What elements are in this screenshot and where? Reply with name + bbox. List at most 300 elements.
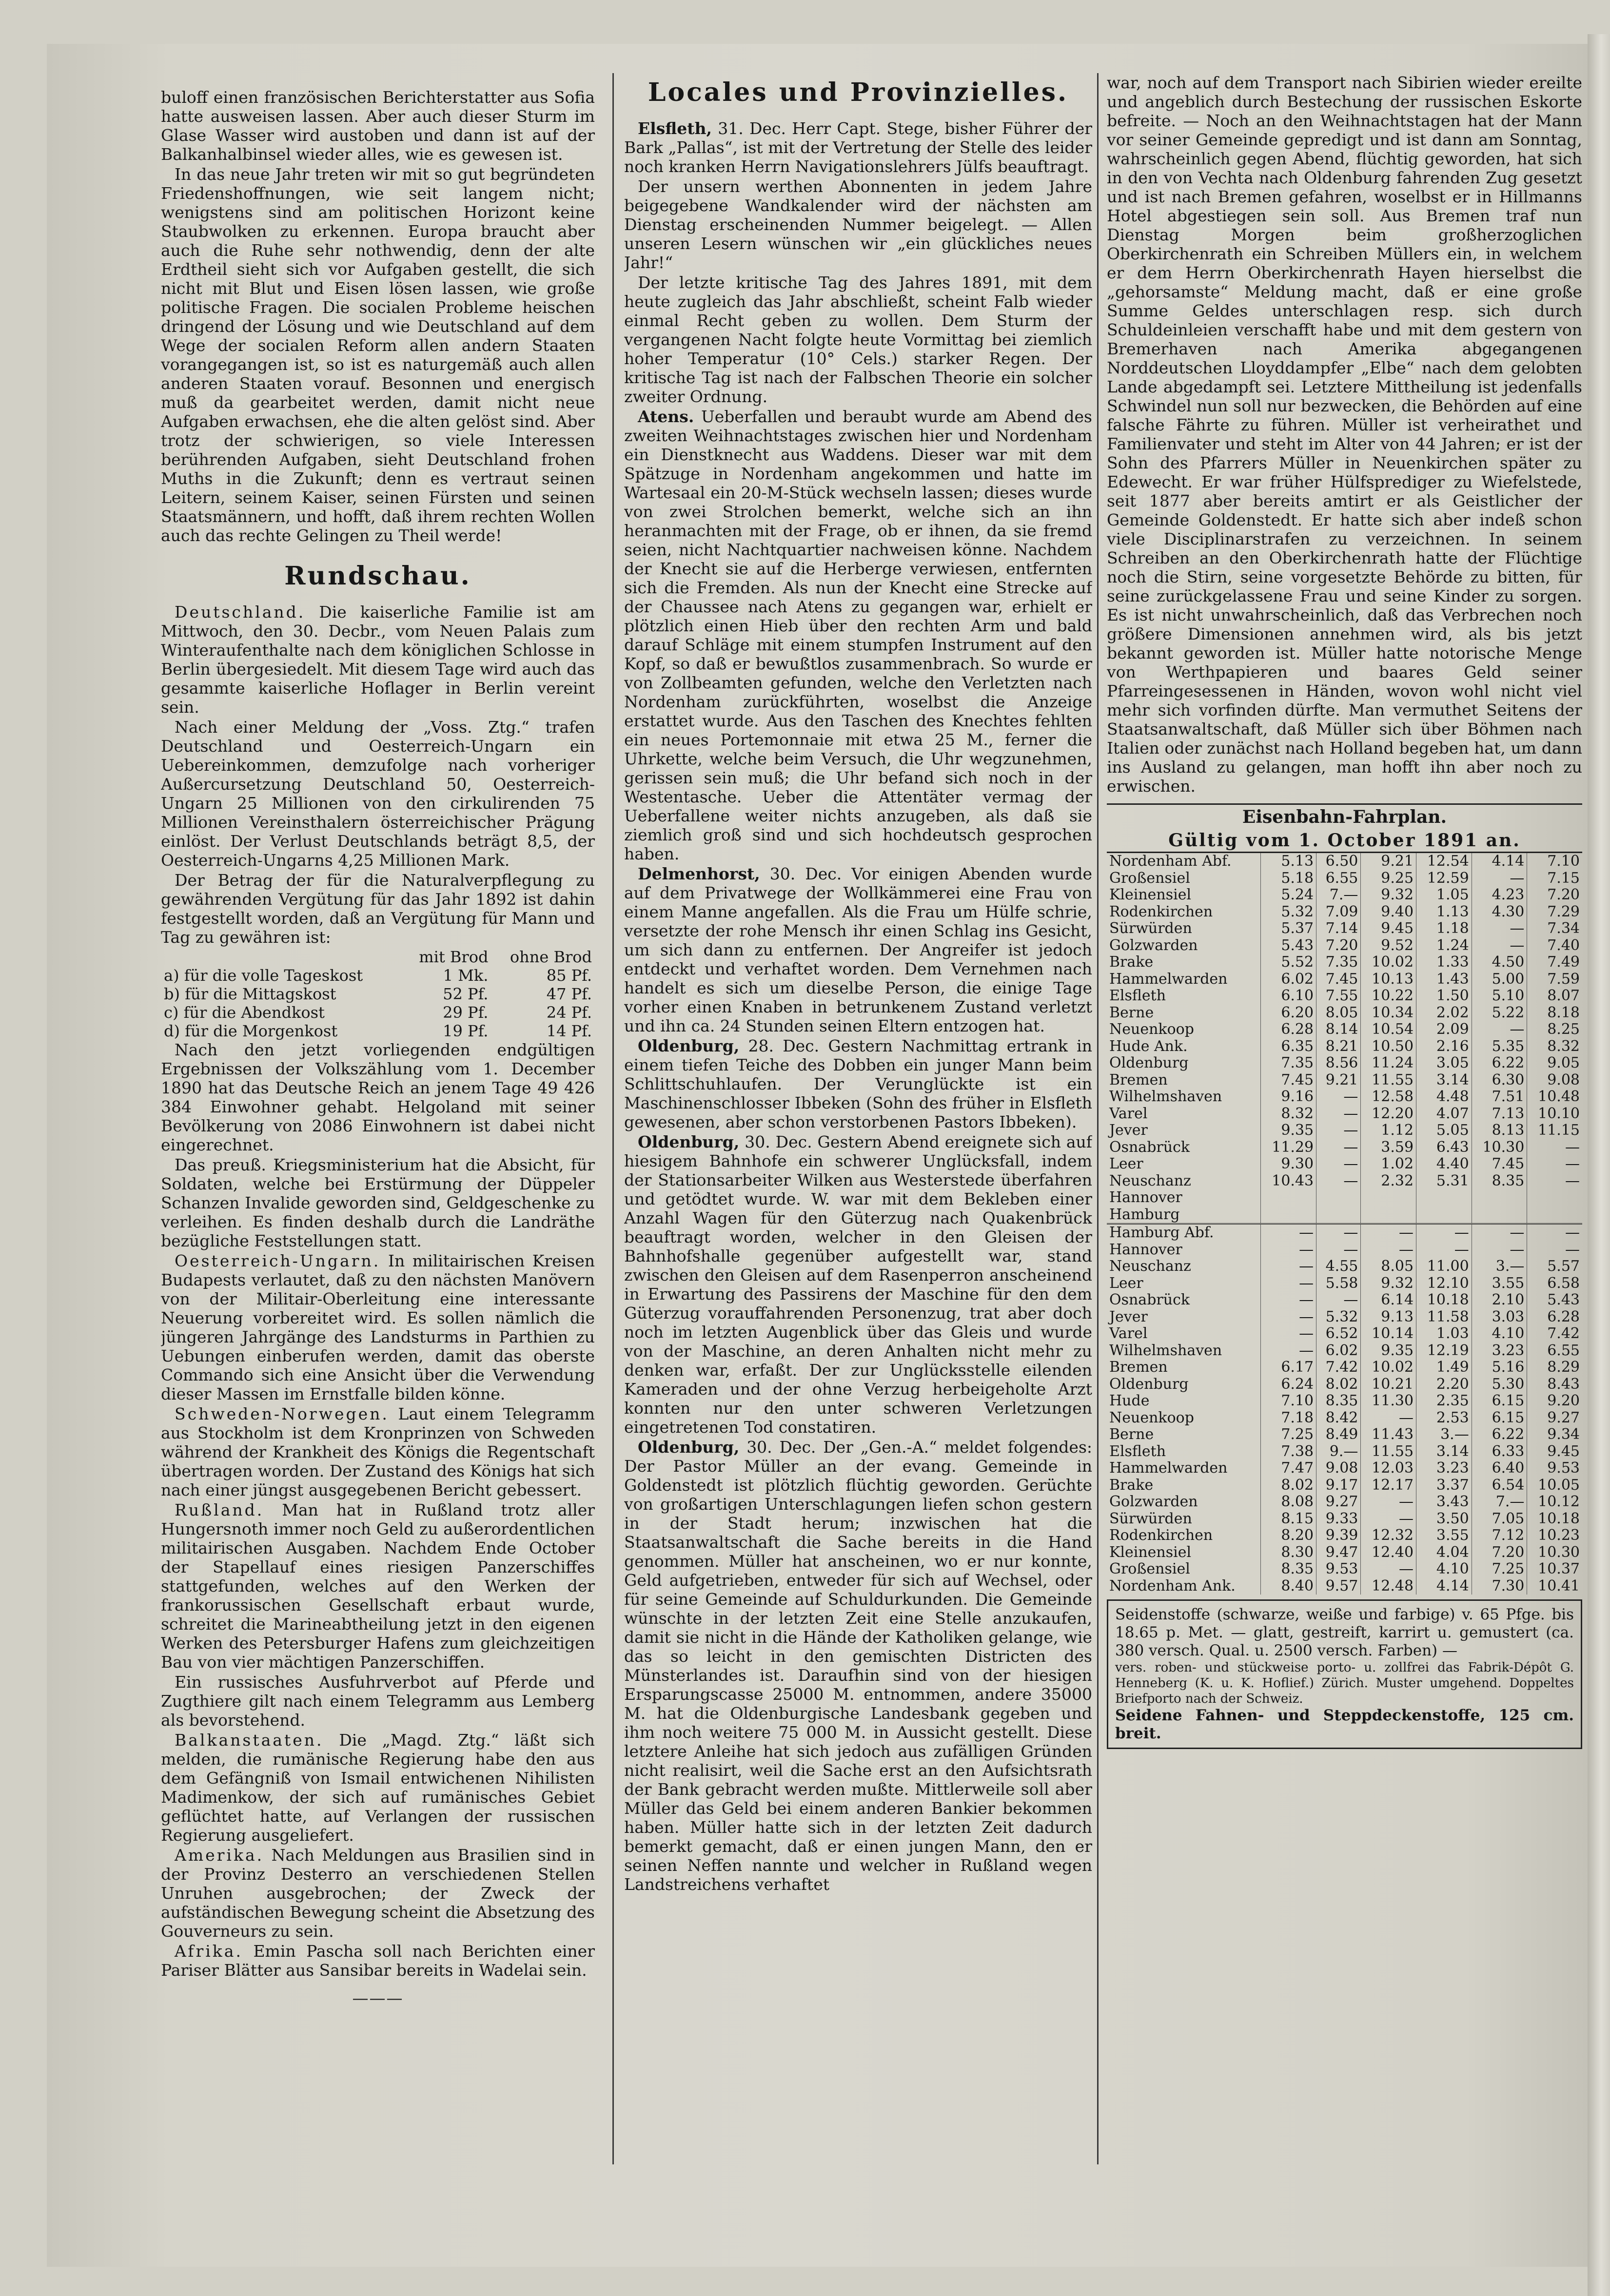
paragraph: Das preuß. Kriegsministerium hat die Absicht, für Soldaten, welche bei Erstürmung der Düppeler Schanzen Invalide geworden sind, Geldgeschenke zu verleihen. Es finden deshalb durch die Landräthe bezügliche Feststellungen statt. — [161, 1155, 595, 1250]
departure-time: 12.40 — [1361, 1544, 1416, 1561]
station-name: Hannover — [1107, 1242, 1261, 1259]
advertisement — [1107, 1599, 1582, 1749]
departure-time: 7.35 — [1316, 954, 1361, 971]
departure-time: 9.57 — [1316, 1578, 1361, 1595]
paragraph-text: 30. Dec. Vor einigen Abenden wurde auf dem Privatwege der Wollkämmerei eine Frau von einem Manne angefallen. Als die Frau um Hülfe schrie, versetzte der rohe Mensch ihr einen Schlag ins Gesicht, um sich dann zu entfernen. Der Angreifer ist jedoch entdeckt und verhaftet worden. Dem Vernehmen nach handelt es sich um dieselbe Person, die einige Tage vorher einen Knaben in betrunkenem Zustand verletzt und ihn ca. 24 Stunden seinen Eltern entzogen hat. — [624, 864, 1092, 1035]
timetable-row — [1107, 1494, 1582, 1511]
table-cell: 47 Pf. — [546, 985, 592, 1003]
place-label: Delmenhorst, — [638, 864, 760, 883]
timetable-row — [1107, 1443, 1582, 1460]
departure-time: 2.35 — [1416, 1393, 1472, 1410]
departure-time: 7.59 — [1547, 970, 1580, 988]
departure-time: 4.55 — [1316, 1258, 1361, 1275]
station-name: Großensiel — [1107, 1561, 1261, 1578]
departure-time: 10.37 — [1538, 1560, 1580, 1577]
departure-time: 7.— — [1316, 887, 1361, 904]
departure-time: 5.22 — [1472, 1005, 1527, 1022]
departure-time: 9.45 — [1547, 1442, 1580, 1460]
departure-time: 1.13 — [1416, 904, 1472, 921]
departure-time: 11.00 — [1416, 1258, 1472, 1275]
paragraph: war, noch auf dem Transport nach Sibirien wieder ereilte und angeblich durch Bestechung der russischen Eskorte befreite. — Noch an den Weihnachtstagen hat der Mann vor seiner Gemeinde gepredigt und ist dann am Sonntag, wahrscheinlich gegen Abend, flüchtig geworden, hat sich in den von Vechta nach Oldenburg fahrenden Zug gesetzt und ist nach Bremen gefahren, woselbst er in Hillmanns Hotel abgestiegen sein soll. Aus Bremen traf nun Dienstag Morgen beim großherzoglichen Oberkirchenrath ein Schreiben Müllers ein, in welchem er dem Herrn Oberkirchenrath Hayen hierselbst die „gehorsamste“ Meldung macht, daß er eine große Summe Geldes unterschlagen resp. sich durch Schuldeinleien verschafft habe und mit dem gestern von Bremerhaven nach Amerika abgegangenen Norddeutschen Lloyddampfer „Elbe“ nach dem gelobten Lande abgedampft sei. Letztere Mittheilung ist jedenfalls Schwindel nun soll nur bezwecken, die Behörden auf eine falsche Fährte zu führen. Müller ist verheirathet und Familienvater und steht im Alter von 44 Jahren; er ist der Sohn des Pfarrers Müller in Neuenkirchen später zu Edewecht. Er war früher Hülfsprediger zu Wiefelstede, seit 1877 aber bereits amtirt er als Geistlicher der Gemeinde Goldenstedt. Er hatte sich aber indeß schon viele Disciplinarstrafen zu verzeichnen. In seinem Schreiben an den Oberkirchenrath hatte der Flüchtige noch die Stirn, seine vorgesetzte Behörde zu bitten, für seine zurückgelassene Frau und seine Kinder zu sorgen. Es ist nicht unwahrscheinlich, daß das Verbrechen noch größere Dimensionen annehmen wird, als bis jetzt bekannt geworden ist. Müller hatte notorische Menge von Werthpapieren und baares Geld seiner Pfarreingesessenen in Händen, wovon wohl nicht viel mehr sich vorfinden dürfte. Man vermuthet Seitens der Staatsanwaltschaft, daß Müller sich über Böhmen nach Italien oder zunächst nach Holland begeben hat, um dann ins Ausland zu gelangen, man hofft ihn aber noch zu erwischen. — [1107, 73, 1582, 796]
timetable-grid — [1107, 853, 1582, 1595]
timetable-row — [1107, 1189, 1582, 1206]
paragraph — [624, 119, 1092, 176]
timetable-row — [1107, 1426, 1582, 1443]
departure-time: 9.21 — [1316, 1072, 1361, 1089]
paragraph: Nach einer Meldung der „Voss. Ztg.“ trafen Deutschland und Oesterreich-Ungarn ein Uebereinkommen, demzufolge nach vorheriger Außercursetzung Deutschland 50, Oesterreich-Ungarn 25 Millionen von den cirkulirenden 75 Millionen Vereinsthalern österreichischer Prägung einlöst. Der Verlust Deutschlands beträgt 8,5, der Oesterreich-Ungarns 4,25 Millionen Mark. — [161, 718, 595, 870]
paragraph: In das neue Jahr treten wir mit so gut begründeten Friedenshoffnungen, wie seit langem nicht; wenigstens sind am politischen Horizont keine Staubwolken zu erkennen. Europa braucht aber auch die Ruhe sehr nothwendig, denn der alte Erdtheil sieht sich vor Aufgaben gestellt, die sich nicht mit Blut und Eisen lösen lassen, wie große politische Fragen. Die socialen Probleme heischen dringend der Lösung und wie Deutschland auf dem Wege der socialen Reform allen andern Staaten vorangegangen ist, so ist es naturgemäß auch allen anderen Staaten vorauf. Besonnen und energisch muß da gearbeitet werden, damit nicht neue Aufgaben erwachsen, ehe die alten gelöst sind. Aber trotz der schwierigen, so viele Interessen berührenden Aufgaben, sieht Deutschland frohen Muths in die Zukunft; denn es vertraut seinen Leitern, seinem Kaiser, seinen Fürsten und seinen Staatsmännern, und hofft, daß ihrem rechten Wollen auch das rechte Gelingen zu Theil werde! — [161, 165, 595, 545]
departure-time: 10.48 — [1538, 1088, 1580, 1105]
departure-time: 1.12 — [1361, 1122, 1416, 1139]
departure-time — [1527, 1189, 1582, 1206]
departure-time: — — [1316, 1242, 1361, 1259]
station-name: Hammelwarden — [1107, 1460, 1261, 1477]
departure-time: 2.10 — [1472, 1292, 1527, 1309]
departure-time: 7.47 — [1261, 1460, 1316, 1477]
departure-time: 3.05 — [1416, 1055, 1472, 1072]
departure-time: 3.14 — [1416, 1443, 1472, 1460]
paragraph — [624, 864, 1092, 1035]
departure-time: 2.02 — [1416, 1005, 1472, 1022]
departure-time: 10.18 — [1538, 1510, 1580, 1527]
table-cell: 1 Mk. — [443, 966, 489, 985]
departure-time — [1416, 1189, 1472, 1206]
table-row — [161, 1003, 595, 1022]
departure-time: 6.15 — [1472, 1393, 1527, 1410]
paragraph — [624, 1438, 1092, 1894]
departure-time: 8.02 — [1261, 1477, 1316, 1494]
departure-time: 7.30 — [1472, 1578, 1527, 1595]
departure-time: 12.48 — [1361, 1578, 1416, 1595]
table-cell: 29 Pf. — [443, 1003, 489, 1022]
departure-time: 9.40 — [1361, 904, 1416, 921]
departure-time: 10.12 — [1538, 1493, 1580, 1510]
departure-time: 3.43 — [1416, 1494, 1472, 1511]
section-heading: Locales und Provinzielles. — [648, 78, 1069, 107]
timetable-row — [1107, 853, 1582, 870]
departure-time: 7.12 — [1472, 1527, 1527, 1544]
station-name: Neuschanz — [1107, 1173, 1261, 1190]
departure-time: 8.35 — [1472, 1173, 1527, 1190]
departure-time — [1472, 1189, 1527, 1206]
timetable-row — [1107, 887, 1582, 904]
departure-time: — — [1261, 1275, 1316, 1292]
departure-time: 12.20 — [1361, 1106, 1416, 1123]
section-heading: Rundschau. — [284, 561, 471, 591]
departure-time — [1472, 1206, 1527, 1224]
paragraph-text: Ueberfallen und beraubt wurde am Abend des zweiten Weihnachtstages zwischen hier und Nordenham ein Dienstknecht aus Waddens. Dieser war mit dem Spätzuge in Nordenham angekommen und hatte im Wartesaal ein 20-M-Stück wechseln lassen; dieses wurde von zwei Strolchen bemerkt, welche sich an ihn heranmachten mit der Frage, ob er ihnen, da sie fremd seien, nicht Nachtquartier nachweisen könne. Nachdem der Knecht sie auf die Herberge verwiesen, entfernten sich die Fremden. Als nun der Knecht eine Strecke auf der Chaussee nach Atens zu gegangen war, erhielt er plötzlich einen Hieb über den rechten Arm und bald darauf Schläge mit einem stumpfen Instrument auf den Kopf, so daß er bewußtlos zusammenbrach. So wurde er von Zollbeamten gefunden, welche den Verletzten nach Nordenham zurückführten, woselbst die Anzeige erstattet wurde. Aus den Taschen des Knechtes fehlten ein neues Portemonnaie mit etwa 25 M., ferner die Uhrkette, welche beim Versuch, die Uhr wegzunehmen, gerissen sein muß; die Uhr befand sich noch in der Westentasche. Ueber die Attentäter vermag der Ueberfallene weiter nichts anzugeben, als daß sie ziemlich groß sind und sich hochdeutsch gesprochen haben. — [624, 407, 1092, 863]
paragraph — [161, 1942, 595, 1980]
timetable-row — [1107, 1393, 1582, 1410]
paragraph — [161, 1251, 595, 1403]
departure-time: 7.05 — [1472, 1511, 1527, 1528]
timetable-row — [1107, 1309, 1582, 1326]
station-name: Bremen — [1107, 1359, 1261, 1376]
paragraph-text: Nach Meldungen aus Brasilien sind in der Provinz Desterro an verschiedenen Stellen Unruhen ausgebrochen; der Zweck der aufständischen Bewegung scheint die Absetzung des Gouverneurs zu sein. — [161, 1846, 595, 1941]
departure-time: 4.23 — [1472, 887, 1527, 904]
departure-time: 7.15 — [1547, 869, 1580, 887]
timetable-row — [1107, 1242, 1582, 1259]
departure-time: 4.04 — [1416, 1544, 1472, 1561]
timetable-row — [1107, 1005, 1582, 1022]
station-name: Kleinensiel — [1107, 1544, 1261, 1561]
station-name: Hamburg — [1107, 1206, 1261, 1224]
departure-time: 7.25 — [1261, 1426, 1316, 1443]
departure-time: 1.02 — [1361, 1156, 1416, 1173]
departure-time — [1527, 1206, 1582, 1224]
departure-time: 7.20 — [1316, 937, 1361, 954]
timetable-row — [1107, 1139, 1582, 1156]
departure-time: — — [1361, 1410, 1416, 1427]
departure-time: 7.14 — [1316, 920, 1361, 937]
timetable-row — [1107, 1410, 1582, 1427]
departure-time: 7.45 — [1261, 1072, 1316, 1089]
departure-time: 1.33 — [1416, 954, 1472, 971]
departure-time: 3.55 — [1472, 1275, 1527, 1292]
departure-time: — — [1261, 1292, 1316, 1309]
departure-time: 10.05 — [1538, 1476, 1580, 1494]
departure-time: — — [1316, 1122, 1361, 1139]
departure-time: — — [1565, 1138, 1580, 1156]
departure-time: 2.32 — [1361, 1173, 1416, 1190]
departure-time: 8.42 — [1316, 1410, 1361, 1427]
departure-time: 8.35 — [1261, 1561, 1316, 1578]
station-name: Elsfleth — [1107, 1443, 1261, 1460]
paragraph — [624, 1132, 1092, 1437]
station-name: Oldenburg — [1107, 1376, 1261, 1393]
country-label: Balkanstaaten. — [175, 1731, 324, 1750]
departure-time — [1261, 1206, 1316, 1224]
departure-time: 7.42 — [1316, 1359, 1361, 1376]
timetable-row — [1107, 1578, 1582, 1595]
departure-time: 9.08 — [1547, 1071, 1580, 1089]
country-label: Rußland. — [175, 1500, 264, 1519]
country-label: Schweden-Norwegen. — [175, 1404, 389, 1423]
departure-time: 11.15 — [1538, 1122, 1580, 1139]
departure-time: 1.43 — [1416, 971, 1472, 988]
departure-time: 7.13 — [1472, 1106, 1527, 1123]
departure-time: 10.34 — [1361, 1005, 1416, 1022]
place-label: Atens. — [638, 407, 694, 426]
departure-time: 7.45 — [1472, 1156, 1527, 1173]
station-name: Sürwürden — [1107, 920, 1261, 937]
station-name: Golzwarden — [1107, 937, 1261, 954]
departure-time: 9.35 — [1361, 1343, 1416, 1360]
departure-time: 4.14 — [1472, 853, 1527, 870]
table-cell: ohne Brod — [510, 948, 592, 966]
paragraph: buloff einen französischen Berichterstatter aus Sofia hatte ausweisen lassen. Aber auch dieser Sturm im Glase Wasser wird austoben und dann ist auf der Balkanhalbinsel wieder alles, wie es gewesen ist. — [161, 88, 595, 164]
departure-time: 12.03 — [1361, 1460, 1416, 1477]
timetable-row — [1107, 1359, 1582, 1376]
place-label: Oldenburg, — [638, 1036, 740, 1055]
station-name: Bremen — [1107, 1072, 1261, 1089]
ad-line: Seidenstoffe (schwarze, weiße und farbige) v. 65 Pfge. bis 18.65 p. Met. — glatt, gestreift, karrirt u. gemustert (ca. 380 versch. Qual. u. 2500 versch. Farben) — — [1115, 1606, 1574, 1659]
country-label: Amerika. — [175, 1846, 264, 1865]
departure-time: 2.53 — [1416, 1410, 1472, 1427]
departure-time: 9.08 — [1316, 1460, 1361, 1477]
departure-time: 11.55 — [1361, 1072, 1416, 1089]
paragraph — [624, 1036, 1092, 1131]
station-name: Kleinensiel — [1107, 887, 1261, 904]
departure-time: — — [1316, 1292, 1361, 1309]
station-name: Neuschanz — [1107, 1258, 1261, 1275]
timetable-row — [1107, 1206, 1582, 1224]
departure-time: 1.18 — [1416, 920, 1472, 937]
timetable-row — [1107, 1561, 1582, 1578]
departure-time: 4.14 — [1416, 1578, 1472, 1595]
departure-time: 6.50 — [1316, 853, 1361, 870]
paragraph-text: Emin Pascha soll nach Berichten einer Pariser Blätter aus Sansibar bereits in Wadelai sein. — [161, 1942, 595, 1980]
station-name: Rodenkirchen — [1107, 904, 1261, 921]
departure-time: 7.51 — [1472, 1089, 1527, 1106]
departure-time: — — [1316, 1106, 1361, 1123]
station-name: Neuenkoop — [1107, 1410, 1261, 1427]
departure-time: 9.45 — [1361, 920, 1416, 937]
paragraph-text: In militairischen Kreisen Budapests verlautet, daß zu den nächsten Manövern von der Militair-Oberleitung eine interessante Neuerung vorbereitet wird. Es sollen nämlich die jüngeren Jahrgänge des Landsturms in Parthien zu Uebungen einberufen werden, damit das oberste Commando sich eine Ansicht über die Verwendung dieser Massen im Ernstfalle bilden könne. — [161, 1251, 595, 1403]
station-name: Jever — [1107, 1122, 1261, 1139]
table-cell: 14 Pf. — [546, 1022, 592, 1040]
paragraph — [161, 1846, 595, 1941]
departure-time: 1.05 — [1416, 887, 1472, 904]
departure-time: 6.30 — [1472, 1072, 1527, 1089]
departure-time: 12.10 — [1416, 1275, 1472, 1292]
departure-time: 10.43 — [1261, 1173, 1316, 1190]
departure-time: 9.17 — [1316, 1477, 1361, 1494]
departure-time: 4.48 — [1416, 1089, 1472, 1106]
station-name: Brake — [1107, 1477, 1261, 1494]
departure-time: 4.40 — [1416, 1156, 1472, 1173]
station-name: Hamburg Abf. — [1107, 1224, 1261, 1242]
table-row — [161, 1022, 595, 1040]
departure-time: 6.10 — [1261, 988, 1316, 1005]
departure-time: 6.24 — [1261, 1376, 1316, 1393]
timetable-row — [1107, 1021, 1582, 1038]
departure-time: 6.43 — [1416, 1139, 1472, 1156]
station-name: Leer — [1107, 1275, 1261, 1292]
table-cell: a) für die volle Tageskost — [164, 966, 363, 985]
departure-time: 9.32 — [1361, 887, 1416, 904]
departure-time: — — [1261, 1325, 1316, 1343]
departure-time: 9.52 — [1361, 937, 1416, 954]
paragraph: Der Betrag der für die Naturalverpflegung zu gewährenden Vergütung für das Jahr 1892 ist dahin festgestellt worden, daß an Vergütung für Mann und Tag zu gewähren ist: — [161, 871, 595, 947]
departure-time: 12.58 — [1361, 1089, 1416, 1106]
departure-time: — — [1472, 1242, 1527, 1259]
departure-time: — — [1527, 1224, 1582, 1242]
departure-time: 7.25 — [1472, 1561, 1527, 1578]
place-label: Oldenburg, — [638, 1438, 740, 1457]
departure-time: 8.56 — [1316, 1055, 1361, 1072]
station-name: Nordenham Ank. — [1107, 1578, 1261, 1595]
departure-time: 7.20 — [1547, 886, 1580, 903]
paragraph: Ein russisches Ausfuhrverbot auf Pferde und Zugthiere gilt nach einem Telegramm aus Lemberg als bevorstehend. — [161, 1673, 595, 1730]
departure-time: 5.16 — [1472, 1359, 1527, 1376]
table-row — [161, 966, 595, 985]
departure-time: 8.40 — [1261, 1578, 1316, 1595]
table-cell: 19 Pf. — [443, 1022, 489, 1040]
departure-time: 12.19 — [1416, 1343, 1472, 1360]
station-name: Wilhelmshaven — [1107, 1343, 1261, 1360]
rations-table — [161, 948, 595, 1040]
departure-time: 12.59 — [1416, 870, 1472, 887]
departure-time: — — [1261, 1258, 1316, 1275]
departure-time: 10.02 — [1361, 1359, 1416, 1376]
table-cell — [161, 948, 403, 966]
departure-time: 8.43 — [1547, 1375, 1580, 1393]
departure-time: 3.— — [1416, 1426, 1472, 1443]
timetable-row — [1107, 1038, 1582, 1055]
departure-time: 3.03 — [1472, 1309, 1527, 1326]
station-name: Hammelwarden — [1107, 971, 1261, 988]
departure-time — [1361, 1189, 1416, 1206]
departure-time: — — [1472, 870, 1527, 887]
departure-time: 7.10 — [1261, 1393, 1316, 1410]
timetable-row — [1107, 1325, 1582, 1343]
timetable-row — [1107, 1460, 1582, 1477]
table-cell: 52 Pf. — [443, 985, 489, 1003]
departure-time: 6.17 — [1261, 1359, 1316, 1376]
paragraph — [161, 603, 595, 717]
departure-time: — — [1472, 920, 1527, 937]
table-cell: 24 Pf. — [546, 1003, 592, 1022]
departure-time: 3.23 — [1416, 1460, 1472, 1477]
departure-time: 9.53 — [1316, 1561, 1361, 1578]
departure-time: — — [1565, 1241, 1580, 1258]
station-name: Wilhelmshaven — [1107, 1089, 1261, 1106]
departure-time: 9.33 — [1316, 1511, 1361, 1528]
departure-time: — — [1565, 1155, 1580, 1172]
station-name: Sürwürden — [1107, 1511, 1261, 1528]
departure-time: 1.49 — [1416, 1359, 1472, 1376]
departure-time: 6.02 — [1316, 1343, 1361, 1360]
departure-time: 7.35 — [1261, 1055, 1316, 1072]
departure-time: — — [1361, 1242, 1416, 1259]
departure-time: — — [1472, 937, 1527, 954]
departure-time: 9.16 — [1261, 1089, 1316, 1106]
table-cell: mit Brod — [419, 948, 489, 966]
departure-time: 9.21 — [1361, 853, 1416, 870]
timetable-row — [1107, 1544, 1582, 1561]
departure-time: 7.20 — [1472, 1544, 1527, 1561]
departure-time: 10.02 — [1361, 954, 1416, 971]
departure-time: 10.13 — [1361, 971, 1416, 988]
departure-time: 6.28 — [1261, 1021, 1316, 1038]
country-label: Afrika. — [175, 1942, 243, 1961]
timetable-row — [1107, 1156, 1582, 1173]
timetable-row — [1107, 954, 1582, 971]
departure-time: 7.40 — [1547, 936, 1580, 954]
timetable-row — [1107, 1106, 1582, 1123]
departure-time: 8.14 — [1316, 1021, 1361, 1038]
place-label: Elsfleth, — [638, 119, 712, 138]
paragraph-text: 30. Dec. Der „Gen.-A.“ meldet folgendes: Der Pastor Müller an der evang. Gemeinde in Goldenstedt ist plötzlich flüchtig geworden. Gerüchte von großartigen Unterschlagungen liefen schon gestern in der Stadt herum; inzwischen hat die Staatsanwaltschaft die Sache bereits in die Hand genommen. Müller hat anscheinen, wo er nur konnte, Geld aufgetrieben, entweder für sich auf Wechsel, oder für seine Gemeinde auf Schuldurkunden. Die Gemeinde wünschte in der letzten Zeit eine Stelle anzukaufen, damit sie nicht in die Hände der Katholiken gelange, wie das so leicht in den gemischten Districten des Münsterlandes ist. Daraufhin sind von der hiesigen Ersparungscasse 25000 M. entnommen, andere 35000 M. hat die Oldenburgische Landesbank gegeben und ihm noch weitere 75 000 M. in Aussicht gestellt. Diese letztere Anleihe hat sich jedoch aus zufälligen Gründen nicht realisirt, weil die Sache erst an den Aufsichtsrath der Bank gebracht werden mußte. Mittlerweile soll aber Müller das Geld bei einem anderen Bankier bekommen haben. Müller hatte sich in der letzten Zeit dadurch bemerkt gemacht, daß er einen jungen Mann, den er seinen Neffen nannte und welcher in Rußland wegen Landstreichens verhaftet — [624, 1438, 1092, 1894]
departure-time: 3.14 — [1416, 1072, 1472, 1089]
departure-time: 5.52 — [1261, 954, 1316, 971]
departure-time: 8.13 — [1472, 1122, 1527, 1139]
page-edge — [1588, 34, 1610, 2296]
departure-time: — — [1472, 1224, 1527, 1242]
departure-time: 1.03 — [1416, 1325, 1472, 1343]
column-rule — [612, 73, 614, 2164]
departure-time: 9.25 — [1361, 870, 1416, 887]
departure-time: 12.54 — [1416, 853, 1472, 870]
departure-time: 5.35 — [1472, 1038, 1527, 1055]
paragraph — [161, 1731, 595, 1845]
paragraph — [624, 407, 1092, 863]
departure-time: 5.43 — [1547, 1291, 1580, 1308]
station-name: Osnabrück — [1107, 1139, 1261, 1156]
timetable-row — [1107, 937, 1582, 954]
column-3 — [1107, 73, 1582, 2199]
station-name: Rodenkirchen — [1107, 1527, 1261, 1544]
station-name: Hude Ank. — [1107, 1038, 1261, 1055]
paragraph: Nach den jetzt vorliegenden endgültigen Ergebnissen der Volkszählung vom 1. December 1890 hat das Deutsche Reich an jenem Tage 49 426 384 Einwohner gehabt. Helgoland mit seiner Bevölkerung von 2086 Einwohnern ist dabei nicht eingerechnet. — [161, 1040, 595, 1154]
departure-time: 8.02 — [1316, 1376, 1361, 1393]
departure-time: 8.05 — [1316, 1005, 1361, 1022]
departure-time: 10.14 — [1361, 1325, 1416, 1343]
departure-time: 6.15 — [1472, 1410, 1527, 1427]
paragraph — [161, 1404, 595, 1499]
departure-time: 7.45 — [1316, 971, 1361, 988]
departure-time: 5.13 — [1261, 853, 1316, 870]
departure-time: 7.42 — [1547, 1325, 1580, 1342]
departure-time: 6.40 — [1472, 1460, 1527, 1477]
departure-time: 8.35 — [1316, 1393, 1361, 1410]
timetable-row — [1107, 904, 1582, 921]
departure-time: 9.53 — [1547, 1459, 1580, 1477]
departure-time: 1.50 — [1416, 988, 1472, 1005]
column-2 — [624, 73, 1092, 2199]
station-name: Leer — [1107, 1156, 1261, 1173]
paragraph-text: 28. Dec. Gestern Nachmittag ertrank in einem tiefen Teiche des Dobben ein junger Mann beim Schlittschuhlaufen. Der Verunglückte ist ein Maschinenschlosser Ibbeken (Sohn des früher in Elsfleth gewesenen, aber schon verstorbenen Pastors Ibbeken). — [624, 1036, 1092, 1131]
timetable-row — [1107, 870, 1582, 887]
departure-time: 10.10 — [1538, 1105, 1580, 1122]
departure-time: — — [1261, 1343, 1316, 1360]
departure-time: 12.32 — [1361, 1527, 1416, 1544]
departure-time: 10.22 — [1361, 988, 1416, 1005]
departure-time: 9.34 — [1547, 1426, 1580, 1443]
departure-time: 5.24 — [1261, 887, 1316, 904]
timetable-row — [1107, 1122, 1582, 1139]
departure-time: 6.28 — [1547, 1308, 1580, 1325]
departure-time: — — [1565, 1172, 1580, 1189]
departure-time: 4.50 — [1472, 954, 1527, 971]
station-name: Nordenham Abf. — [1107, 853, 1261, 870]
timetable-row — [1107, 1343, 1582, 1360]
timetable-row — [1107, 1224, 1582, 1242]
departure-time: 8.15 — [1261, 1511, 1316, 1528]
departure-time: 11.30 — [1361, 1393, 1416, 1410]
departure-time: 7.55 — [1316, 988, 1361, 1005]
departure-time: 10.41 — [1538, 1577, 1580, 1595]
departure-time: 6.52 — [1316, 1325, 1361, 1343]
departure-time: 2.20 — [1416, 1376, 1472, 1393]
departure-time: 10.54 — [1361, 1021, 1416, 1038]
departure-time: 5.05 — [1416, 1122, 1472, 1139]
departure-time: 2.09 — [1416, 1021, 1472, 1038]
departure-time: 5.31 — [1416, 1173, 1472, 1190]
departure-time: 9.47 — [1316, 1544, 1361, 1561]
departure-time: 5.57 — [1547, 1258, 1580, 1275]
timetable-row — [1107, 1275, 1582, 1292]
station-name: Hude — [1107, 1393, 1261, 1410]
departure-time: 11.29 — [1261, 1139, 1316, 1156]
station-name: Brake — [1107, 954, 1261, 971]
departure-time: 9.05 — [1547, 1054, 1580, 1071]
timetable-row — [1107, 988, 1582, 1005]
departure-time: 4.10 — [1472, 1325, 1527, 1343]
station-name: Oldenburg — [1107, 1055, 1261, 1072]
paragraph-text: 30. Dec. Gestern Abend ereignete sich auf hiesigem Bahnhofe ein schwerer Unglücksfall, indem der Stationsarbeiter Wilken aus Westerstede überfahren und getödtet wurde. W. war mit dem Bekleben einer Anzahl Wagen für den Güterzug nach Quakenbrück beauftragt worden, welcher in den Gleisen der Bahnhofshalle gegenüber aufgestellt war, stand zwischen den Gleisen auf dem Rasenperron anscheinend in Erwartung des Passirens der Maschine für den dem Güterzug vorauffahrenden Personenzug, trat aber doch noch im letzten Augenblick über das Gleis und wurde von der Maschine, an deren Anhalten nicht mehr zu denken war, erfaßt. Der zur Unglücksstelle eilenden Kameraden und der ohne Verzug herbeigeholte Arzt konnten nur den unter schweren Verletzungen eingetretenen Tod constatiren. — [624, 1132, 1092, 1437]
